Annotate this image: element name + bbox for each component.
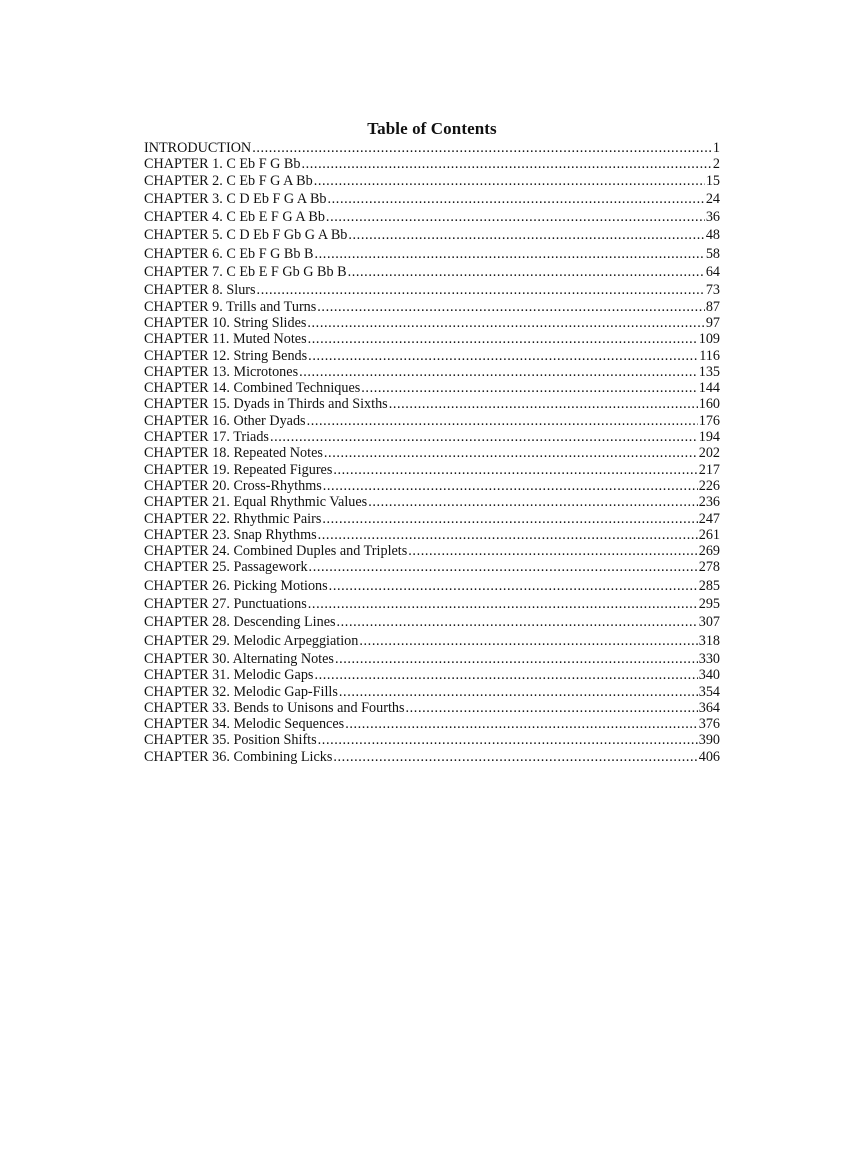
dot-leader bbox=[317, 299, 705, 315]
dot-leader bbox=[339, 684, 698, 700]
toc-entry-label: CHAPTER 24. Combined Duples and Triplets bbox=[144, 543, 408, 560]
toc-entry-page-number: 87 bbox=[705, 298, 720, 315]
toc-entry-page-number: 318 bbox=[698, 632, 720, 649]
toc-entry bbox=[144, 559, 720, 577]
toc-entry-page-number: 36 bbox=[705, 209, 720, 226]
toc-entry bbox=[144, 596, 720, 614]
toc-entry-page-number: 58 bbox=[705, 245, 720, 262]
dot-leader bbox=[389, 396, 698, 412]
toc-entry-page-number: 406 bbox=[698, 748, 720, 765]
toc-entry bbox=[144, 651, 720, 667]
toc-entry-page-number: 64 bbox=[705, 264, 720, 281]
toc-entry-label: CHAPTER 8. Slurs bbox=[144, 282, 256, 299]
toc-entry-label: CHAPTER 15. Dyads in Thirds and Sixths bbox=[144, 396, 388, 413]
dot-leader bbox=[348, 264, 705, 280]
toc-entry bbox=[144, 209, 720, 227]
toc-entry-page-number: 202 bbox=[698, 445, 720, 462]
dot-leader bbox=[309, 559, 698, 575]
toc-entry bbox=[144, 700, 720, 716]
toc-list bbox=[144, 140, 720, 765]
dot-leader bbox=[308, 596, 698, 612]
toc-entry-page-number: 269 bbox=[698, 543, 720, 560]
dot-leader bbox=[314, 667, 697, 683]
toc-entry bbox=[144, 413, 720, 429]
toc-entry-label: CHAPTER 9. Trills and Turns bbox=[144, 298, 317, 315]
toc-entry bbox=[144, 614, 720, 632]
dot-leader bbox=[329, 578, 698, 594]
toc-entry-label: CHAPTER 12. String Bends bbox=[144, 347, 308, 364]
toc-entry-page-number: 160 bbox=[698, 396, 720, 413]
dot-leader bbox=[345, 716, 698, 732]
toc-entry-page-number: 330 bbox=[698, 650, 720, 667]
toc-entry-page-number: 285 bbox=[698, 577, 720, 594]
toc-entry-label: INTRODUCTION bbox=[144, 140, 252, 156]
toc-entry-page-number: 247 bbox=[698, 510, 720, 527]
toc-entry bbox=[144, 364, 720, 380]
dot-leader bbox=[323, 478, 698, 494]
toc-entry-label: CHAPTER 18. Repeated Notes bbox=[144, 445, 323, 462]
toc-entry-label: CHAPTER 30. Alternating Notes bbox=[144, 650, 334, 667]
dot-leader bbox=[335, 651, 698, 667]
toc-entry-label: CHAPTER 22. Rhythmic Pairs bbox=[144, 510, 322, 527]
toc-entry-page-number: 390 bbox=[698, 732, 720, 749]
toc-entry-label: CHAPTER 1. C Eb F G Bb bbox=[144, 156, 301, 173]
toc-entry-page-number: 340 bbox=[698, 667, 720, 684]
dot-leader bbox=[308, 331, 698, 347]
dot-leader bbox=[368, 494, 698, 510]
dot-leader bbox=[322, 511, 697, 527]
toc-entry-page-number: 135 bbox=[698, 363, 720, 380]
toc-entry-label: CHAPTER 34. Melodic Sequences bbox=[144, 716, 345, 733]
dot-leader bbox=[326, 209, 705, 225]
dot-leader bbox=[333, 749, 697, 765]
toc-entry-page-number: 261 bbox=[698, 526, 720, 543]
page-title: Table of Contents bbox=[367, 119, 497, 138]
toc-entry bbox=[144, 246, 720, 264]
toc-entry-label: CHAPTER 17. Triads bbox=[144, 429, 269, 446]
toc-entry bbox=[144, 331, 720, 347]
toc-entry-page-number: 354 bbox=[698, 683, 720, 700]
toc-entry bbox=[144, 173, 720, 191]
toc-entry-page-number: 226 bbox=[698, 477, 720, 494]
toc-entry-label: CHAPTER 28. Descending Lines bbox=[144, 614, 336, 631]
toc-entry bbox=[144, 633, 720, 651]
dot-leader bbox=[333, 462, 697, 478]
toc-entry bbox=[144, 543, 720, 559]
toc-entry bbox=[144, 445, 720, 461]
toc-entry-label: CHAPTER 13. Microtones bbox=[144, 363, 299, 380]
toc-entry-label: CHAPTER 36. Combining Licks bbox=[144, 748, 333, 765]
toc-entry-page-number: 307 bbox=[698, 614, 720, 631]
dot-leader bbox=[308, 348, 698, 364]
dot-leader bbox=[408, 543, 697, 559]
toc-entry-page-number: 176 bbox=[698, 412, 720, 429]
toc-entry bbox=[144, 264, 720, 282]
dot-leader bbox=[314, 173, 705, 189]
toc-entry bbox=[144, 732, 720, 748]
dot-leader bbox=[348, 227, 704, 243]
toc-entry-label: CHAPTER 11. Muted Notes bbox=[144, 331, 307, 348]
toc-entry-page-number: 109 bbox=[698, 331, 720, 348]
toc-entry-page-number: 295 bbox=[698, 596, 720, 613]
toc-entry bbox=[144, 749, 720, 765]
toc-entry-page-number: 116 bbox=[699, 347, 720, 364]
toc-entry-label: CHAPTER 7. C Eb E F Gb G Bb B bbox=[144, 264, 347, 281]
toc-entry bbox=[144, 667, 720, 683]
dot-leader bbox=[252, 140, 712, 156]
toc-entry-label: CHAPTER 4. C Eb E F G A Bb bbox=[144, 209, 325, 226]
toc-entry-page-number: 236 bbox=[698, 494, 720, 511]
toc-entry-label: CHAPTER 16. Other Dyads bbox=[144, 412, 306, 429]
dot-leader bbox=[299, 364, 698, 380]
toc-entry bbox=[144, 348, 720, 364]
toc-entry-label: CHAPTER 21. Equal Rhythmic Values bbox=[144, 494, 368, 511]
dot-leader bbox=[361, 380, 697, 396]
toc-entry-label: CHAPTER 27. Punctuations bbox=[144, 596, 307, 613]
dot-leader bbox=[318, 732, 698, 748]
toc-entry bbox=[144, 396, 720, 412]
toc-entry-label: CHAPTER 35. Position Shifts bbox=[144, 732, 317, 749]
toc-entry-label: CHAPTER 10. String Slides bbox=[144, 314, 307, 331]
toc-entry bbox=[144, 527, 720, 543]
toc-entry bbox=[144, 315, 720, 331]
toc-entry-label: CHAPTER 3. C D Eb F G A Bb bbox=[144, 190, 327, 207]
toc-entry bbox=[144, 494, 720, 510]
toc-entry-label: CHAPTER 25. Passagework bbox=[144, 559, 308, 576]
dot-leader bbox=[315, 246, 705, 262]
toc-entry bbox=[144, 684, 720, 700]
toc-entry bbox=[144, 511, 720, 527]
toc-entry-label: CHAPTER 19. Repeated Figures bbox=[144, 461, 333, 478]
toc-entry-page-number: 144 bbox=[698, 380, 720, 397]
dot-leader bbox=[307, 413, 698, 429]
dot-leader bbox=[270, 429, 698, 445]
toc-entry-label: CHAPTER 14. Combined Techniques bbox=[144, 380, 361, 397]
toc-entry-page-number: 364 bbox=[698, 699, 720, 716]
toc-entry-page-number: 15 bbox=[705, 172, 720, 189]
toc-entry bbox=[144, 429, 720, 445]
dot-leader bbox=[406, 700, 698, 716]
toc-entry-page-number: 24 bbox=[705, 190, 720, 207]
toc-entry bbox=[144, 140, 720, 156]
toc-entry bbox=[144, 156, 720, 172]
toc-entry-page-number: 278 bbox=[698, 559, 720, 576]
dot-leader bbox=[328, 191, 705, 207]
toc-entry-page-number: 1 bbox=[712, 140, 720, 156]
dot-leader bbox=[257, 282, 705, 298]
toc-entry-label: CHAPTER 2. C Eb F G A Bb bbox=[144, 172, 313, 189]
toc-entry bbox=[144, 380, 720, 396]
toc-entry-label: CHAPTER 32. Melodic Gap-Fills bbox=[144, 683, 338, 700]
toc-entry-label: CHAPTER 33. Bends to Unisons and Fourths bbox=[144, 699, 405, 716]
toc-entry-label: CHAPTER 23. Snap Rhythms bbox=[144, 526, 317, 543]
dot-leader bbox=[324, 445, 698, 461]
dot-leader bbox=[318, 527, 698, 543]
toc-entry bbox=[144, 299, 720, 315]
toc-entry-page-number: 217 bbox=[698, 461, 720, 478]
dot-leader bbox=[337, 614, 698, 630]
toc-entry bbox=[144, 191, 720, 209]
toc-entry-label: CHAPTER 29. Melodic Arpeggiation bbox=[144, 632, 359, 649]
toc-entry-page-number: 194 bbox=[698, 429, 720, 446]
toc-entry bbox=[144, 578, 720, 596]
toc-entry-page-number: 376 bbox=[698, 716, 720, 733]
dot-leader bbox=[307, 315, 704, 331]
toc-entry-label: CHAPTER 5. C D Eb F Gb G A Bb bbox=[144, 227, 348, 244]
toc-entry-label: CHAPTER 20. Cross-Rhythms bbox=[144, 477, 322, 494]
toc-entry bbox=[144, 227, 720, 245]
toc-entry bbox=[144, 478, 720, 494]
dot-leader bbox=[301, 156, 711, 172]
toc-entry bbox=[144, 462, 720, 478]
toc-entry-label: CHAPTER 6. C Eb F G Bb B bbox=[144, 245, 314, 262]
toc-entry bbox=[144, 282, 720, 298]
dot-leader bbox=[359, 633, 697, 649]
toc-entry-page-number: 2 bbox=[712, 156, 720, 173]
toc-entry-page-number: 48 bbox=[705, 227, 720, 244]
toc-entry-page-number: 97 bbox=[705, 314, 720, 331]
toc-entry bbox=[144, 716, 720, 732]
toc-entry-label: CHAPTER 31. Melodic Gaps bbox=[144, 667, 314, 684]
toc-entry-page-number: 73 bbox=[705, 282, 720, 299]
toc-entry-label: CHAPTER 26. Picking Motions bbox=[144, 577, 328, 594]
